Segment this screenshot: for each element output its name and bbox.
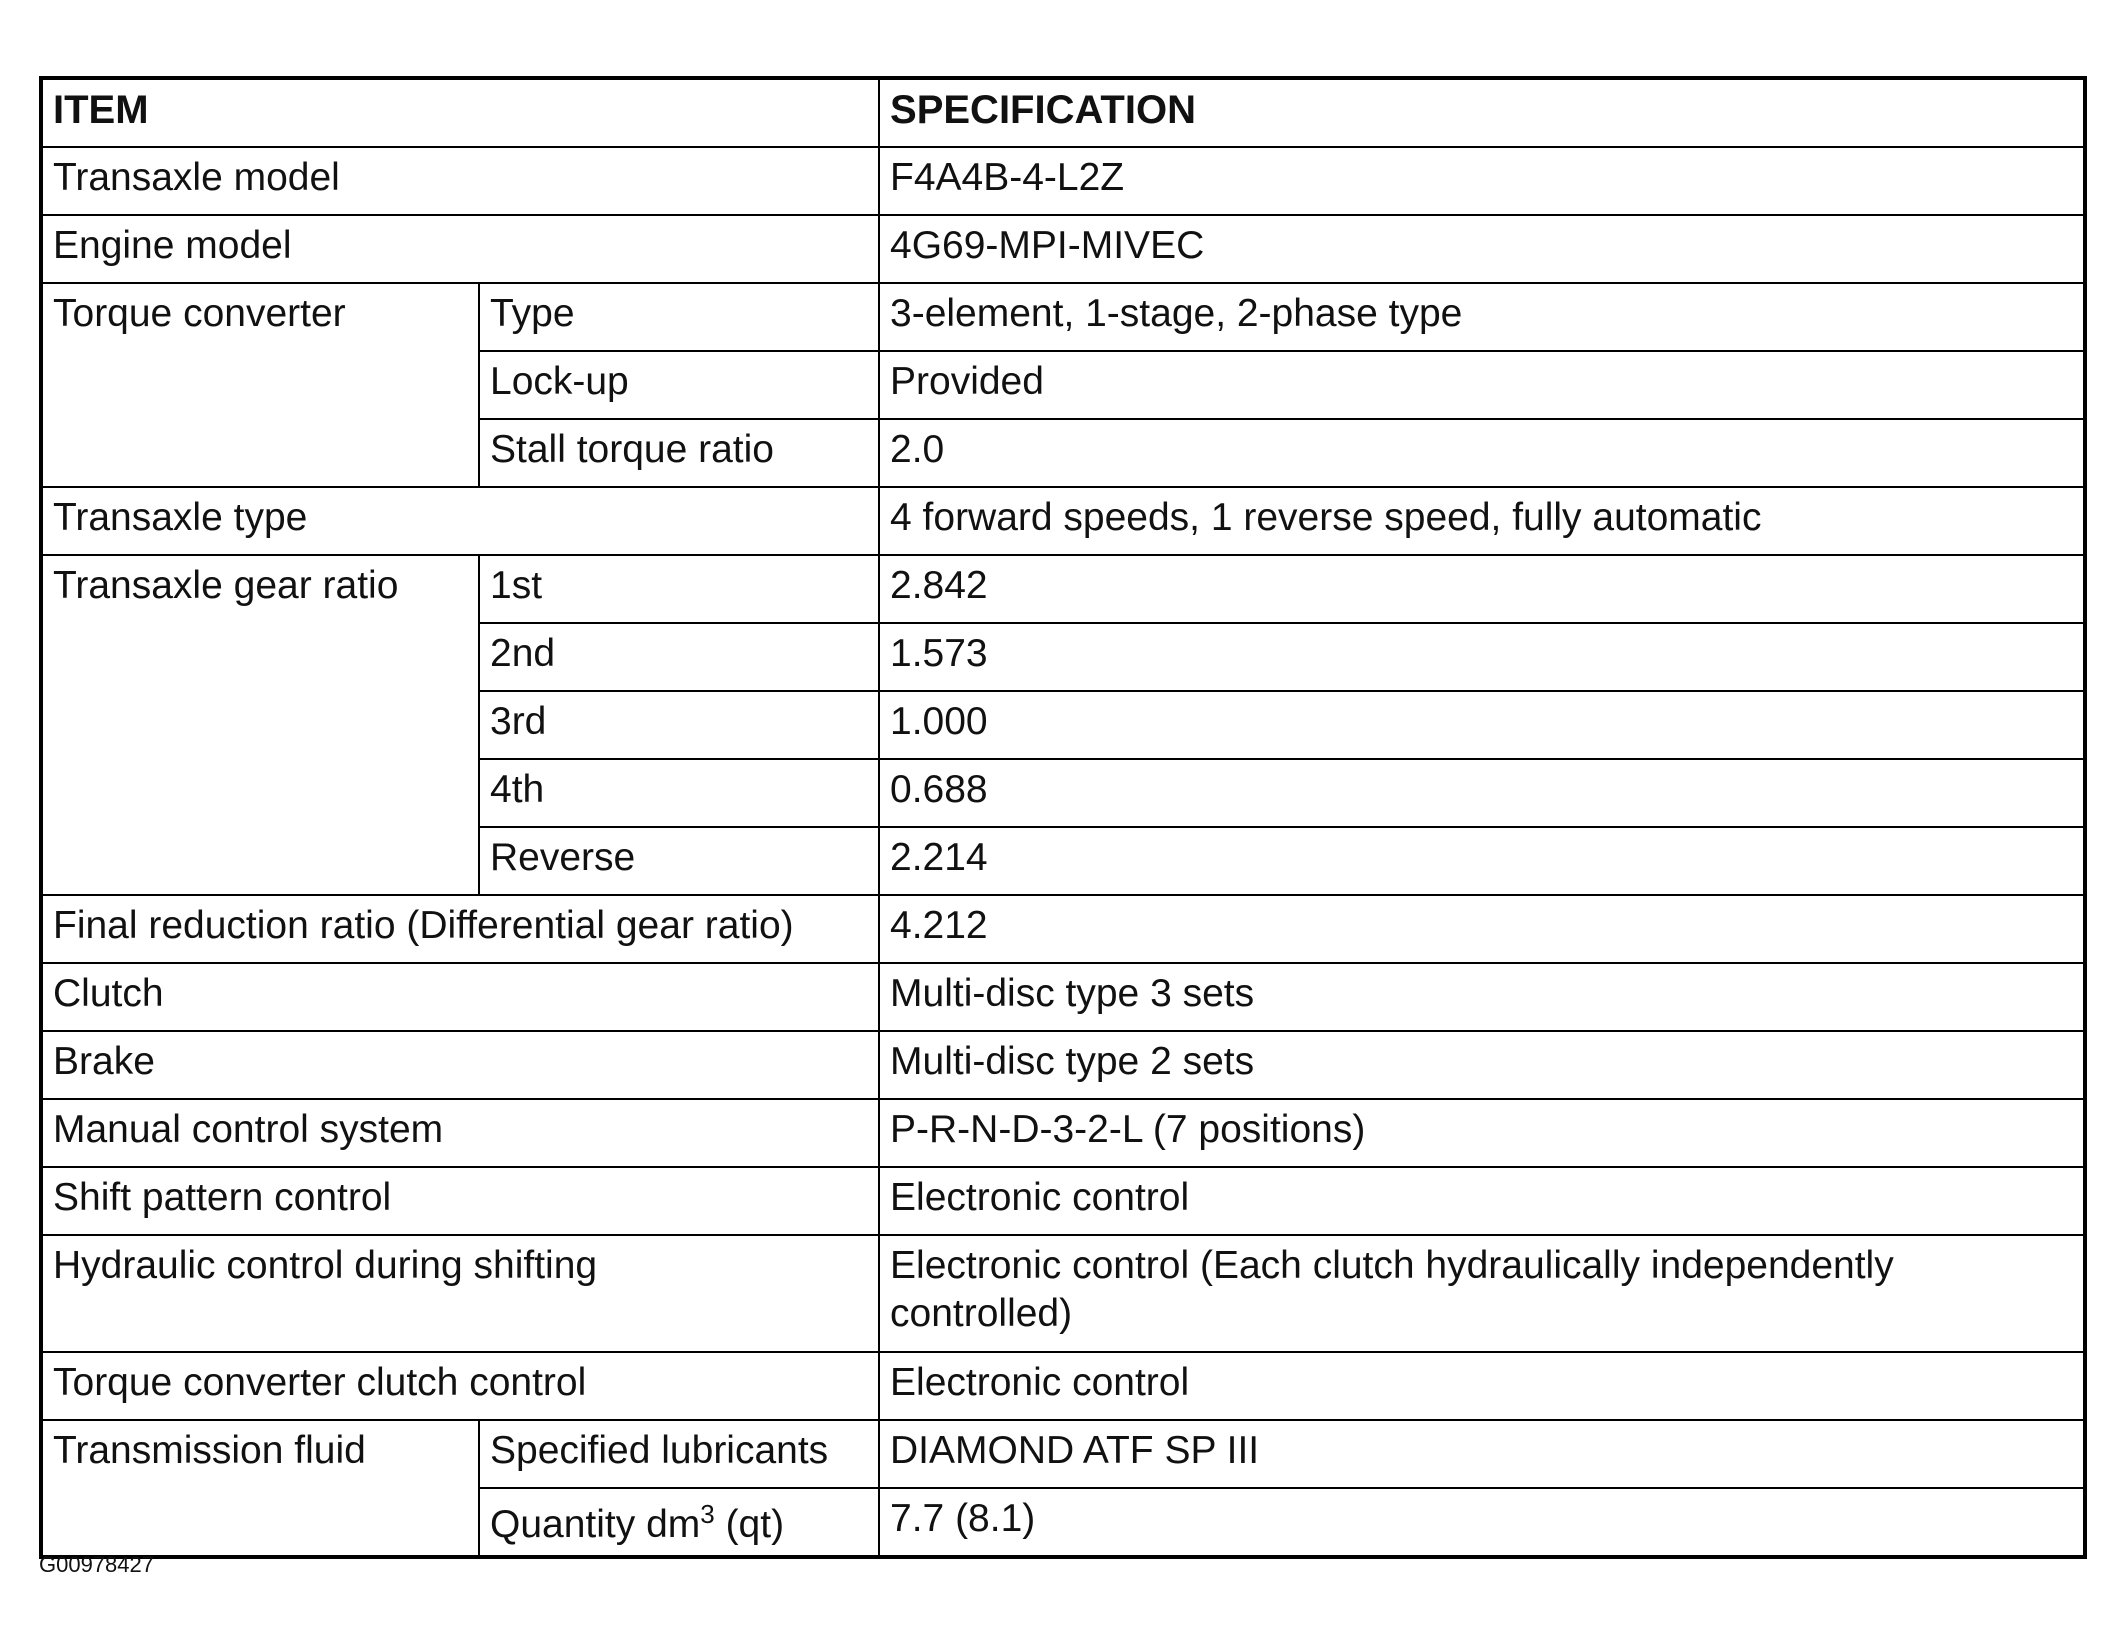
sub-item-cell: 4th — [479, 759, 879, 827]
sub-item-cell: 3rd — [479, 691, 879, 759]
item-cell: Torque converter — [41, 283, 479, 487]
item-cell: Transmission fluid — [41, 1420, 479, 1557]
figure-id: G00978427 — [39, 1552, 154, 1577]
table-row — [41, 555, 2085, 623]
spec-cell: 3-element, 1-stage, 2-phase type — [879, 283, 2085, 351]
table-row — [41, 215, 2085, 283]
table-header-row — [41, 78, 2085, 147]
spec-cell: 1.573 — [879, 623, 2085, 691]
spec-cell: 4 forward speeds, 1 reverse speed, fully automatic — [879, 487, 2085, 555]
header-item: ITEM — [41, 78, 879, 147]
spec-cell: 4.212 — [879, 895, 2085, 963]
item-cell: Transaxle model — [41, 147, 879, 215]
spec-cell: 0.688 — [879, 759, 2085, 827]
sub-item-cell: Stall torque ratio — [479, 419, 879, 487]
spec-cell: DIAMOND ATF SP III — [879, 1420, 2085, 1488]
item-cell: Transaxle type — [41, 487, 879, 555]
spec-cell: Electronic control — [879, 1167, 2085, 1235]
item-cell: Manual control system — [41, 1099, 879, 1167]
spec-cell: Electronic control — [879, 1352, 2085, 1420]
sub-item-cell: 1st — [479, 555, 879, 623]
sub-item-cell: 2nd — [479, 623, 879, 691]
item-cell: Shift pattern control — [41, 1167, 879, 1235]
item-cell: Hydraulic control during shifting — [41, 1235, 879, 1352]
sub-item-cell: Specified lubricants — [479, 1420, 879, 1488]
table-row — [41, 963, 2085, 1031]
table-row — [41, 1099, 2085, 1167]
spec-cell: 4G69-MPI-MIVEC — [879, 215, 2085, 283]
spec-cell: 2.842 — [879, 555, 2085, 623]
item-cell: Final reduction ratio (Differential gear ratio) — [41, 895, 879, 963]
quantity-label-prefix: Quantity dm — [490, 1503, 701, 1546]
table-row — [41, 1235, 2085, 1352]
table-row — [41, 147, 2085, 215]
item-cell: Brake — [41, 1031, 879, 1099]
item-cell: Torque converter clutch control — [41, 1352, 879, 1420]
sub-item-cell: Reverse — [479, 827, 879, 895]
spec-cell: 2.0 — [879, 419, 2085, 487]
specification-table — [39, 76, 2087, 1559]
quantity-label-superscript: 3 — [700, 1499, 715, 1529]
sub-item-cell: Lock-up — [479, 351, 879, 419]
table-row — [41, 895, 2085, 963]
spec-cell: Electronic control (Each clutch hydraulically independently controlled) — [879, 1235, 2085, 1352]
spec-cell: F4A4B-4-L2Z — [879, 147, 2085, 215]
table-row — [41, 283, 2085, 351]
spec-cell: Multi-disc type 3 sets — [879, 963, 2085, 1031]
table-row — [41, 487, 2085, 555]
table-row — [41, 1352, 2085, 1420]
table-row — [41, 1420, 2085, 1488]
quantity-label-suffix: (qt) — [714, 1503, 785, 1546]
spec-cell: Multi-disc type 2 sets — [879, 1031, 2085, 1099]
spec-cell: Provided — [879, 351, 2085, 419]
item-cell: Clutch — [41, 963, 879, 1031]
spec-cell: 2.214 — [879, 827, 2085, 895]
item-cell: Engine model — [41, 215, 879, 283]
table-row — [41, 1031, 2085, 1099]
spec-cell: P-R-N-D-3-2-L (7 positions) — [879, 1099, 2085, 1167]
sub-item-cell — [479, 1488, 879, 1557]
sub-item-cell: Type — [479, 283, 879, 351]
table-row — [41, 1167, 2085, 1235]
item-cell: Transaxle gear ratio — [41, 555, 479, 895]
spec-cell: 7.7 (8.1) — [879, 1488, 2085, 1557]
spec-cell: 1.000 — [879, 691, 2085, 759]
header-specification: SPECIFICATION — [879, 78, 2085, 147]
